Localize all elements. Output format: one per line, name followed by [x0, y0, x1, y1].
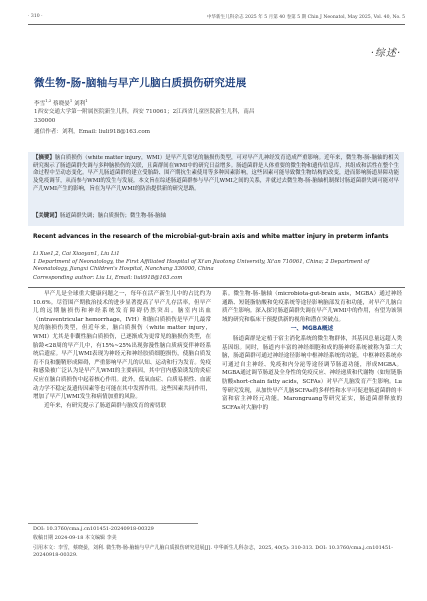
author-cai: 蔡晓晏 — [51, 100, 70, 107]
affiliation-line-2: 330000 — [34, 118, 56, 124]
body-paragraph: 系。微生物-肠-脑轴（microbiota-gut-brain axis，MGBA）通过神经通路、短链脂肪酸和免疫系统等途径影响脑部发育和功能，对早产儿脑白质产生影响。深入探讨肠道菌群失调在早产儿WMI中的作用，有望为该领域的研究和临床干预提供新的视角和潜在突破点。 — [222, 291, 402, 323]
section-tag: ·综述· — [370, 48, 401, 59]
section-rule — [28, 287, 405, 288]
corresponding-author: 通信作者：刘利，Email: liuli918@163.com — [34, 129, 151, 135]
body-paragraph: 肠道菌群是定植于宿主消化系统的微生物群体，其基因总量远超人类基因组。同时，肠道内丰富的神经细胞和成的肠神经系统被称为第二大脑，肠道菌群可通过神经途径影响中枢神经系统的功能，中枢神经系统亦可通过自主神经、免疫和内分泌等途径调节肠道功能，形成MGBA。MGBA通过调节肠道及全身性的免疫反应、神经递质和代谢物（如短链脂肪酸short-chain fatty acids，SCFAs）对早产儿脑发育产生影响。Lu等研究发现，从加快早产儿脑SCFAs的多样性和水平可促进肠道菌群的丰富和宿主神经元功能。Marongruang等研究证实，肠道菌群释放的SCFAs对大脑中的 — [222, 335, 402, 411]
abstract — [33, 155, 399, 193]
body-left-column — [33, 290, 211, 520]
keywords-text: 肠道菌群失调；脑白质损伤；微生物-肠-脑轴 — [59, 213, 167, 219]
doi: DOI: 10.3760/cma.j.cn101451-20240918-00329 — [33, 526, 154, 532]
footer-rule — [28, 523, 198, 524]
english-authors: Li Xue1,2, Cai Xiaoyan1, Liu Li1 — [33, 251, 120, 257]
author-line: 李雪$^{1,2}$ 蔡晓晏$^1$ 刘利$^1$ — [34, 98, 88, 107]
abstract-label: 【摘要】 — [33, 155, 55, 161]
body-paragraph: 早产儿是全球重大健康问题之一，每年在活产新生儿中的占比约为10.6%。尽管围产期救治技术的进步显著提高了早产儿存活率，但早产儿的远期脑损伤和神经系统发育障碍仍然突出。脑室内出血（intraventricular hemorrhage，IVH）和脑白质损伤是早产儿最常见的脑损伤类型，但近年来，脑白质损伤（white matter injury，WMI）尤其是非囊性脑白质损伤，已逐渐成为更常见的脑损伤类型，在胎龄<28周的早产儿中，有15%~25%出现弥漫性脑白质病变伴神经系统后遗症。早产儿WMI表现为神经元和神经胶质细胞损伤，使脑白质发育不良和髓鞘形成障碍，严重影响早产儿的认知、运动和行为发育。免疫和感染被广泛认为是早产儿WMI的主要病因，其中宫内感染诱发的炎症反应在脑白质损伤中起着核心作用。此外，低氧血症、白质易损性、血流动力学不稳定及遗传因素等也可能在其中发挥作用。这些因素共同作用，增加了早产儿WMI发生和病情加重的风险。 — [33, 291, 211, 401]
affiliation-line-1: 1西安交通大学第一附属医院新生儿科，西安 710061；2江西省儿童医院新生儿科，南昌 — [34, 109, 255, 115]
keywords-label: 【关键词】 — [33, 213, 60, 219]
header-rule — [28, 24, 405, 25]
body-paragraph: 近年来，有研究提示了肠道菌群与脑发育的密切联 — [44, 402, 167, 409]
received-date: 收稿日期 2024-09-18 本文编辑 李美 — [33, 535, 117, 541]
author-liu: 刘利 — [72, 100, 86, 107]
english-corresponding: Corresponding author: Liu Li, Email: liuli918@163.com — [33, 275, 183, 281]
subheading: 一、MGBA概述 — [290, 326, 334, 333]
author-li: 李雪 — [34, 100, 46, 107]
page-number: · 310 · — [28, 14, 43, 19]
body-right-column — [222, 290, 402, 520]
english-affiliation: 1 Department of Neonatology, the First Affiliated Hospital of Xi'an Jiaotong University, Xi'an 710061, China; 2 Department of Neonatology, Jiangxi Children's Hospital, Nanchang 330000, China — [33, 259, 370, 273]
english-title: Recent advances in the research of the microbial-gut-brain axis and white matter injury in preterm infants — [33, 234, 389, 240]
citation: 引用本文：李雪，蔡晓晏，刘利. 微生物-肠-脑轴与早产儿脑白质损伤研究进展[J]. 中华新生儿科杂志，2025, 40(5): 310-313. DOI: 10.3760/cma.j.cn101451-20240918-00329. — [33, 545, 393, 559]
keywords — [33, 213, 399, 221]
abstract-text: 脑白质损伤（white matter injury，WMI）是早产儿常见的脑损伤类型，可对早产儿神经发育造成严重影响。近年来，微生物-肠-脑轴的相关研究揭示了肠道菌群失调与多种脑损伤的关联，且菌群间在WMI中的研究日益增多。肠道菌群是人体重要的微生物和遗传信息库，其组成和活性在整个生命过程中呈动态变化。早产儿肠道菌群的建立受胎龄、围产期抗生素使用等多种因素影响，这些因素可能导致微生物结构的改变，进而影响肠道屏障功能及免疫调节，从而参与WMI的发生与发展。本文旨在综述肠道菌群参与早产儿WMI之间的关系，并就过去微生物-肠-脑轴机制探讨肠道菌群失调可能对早产儿WMI产生的影响，旨在为早产儿WMI的防治提供新的研究思路。 — [33, 155, 399, 192]
journal-running-head: 中华新生儿科杂志 2025 年 5 月第 40 卷第 5 期 Chin J Neonatol, May 2025, Vol. 40, No. 5 — [206, 15, 405, 20]
article-title: 微生物-肠-脑轴与早产儿脑白质损伤研究进展 — [34, 77, 247, 89]
